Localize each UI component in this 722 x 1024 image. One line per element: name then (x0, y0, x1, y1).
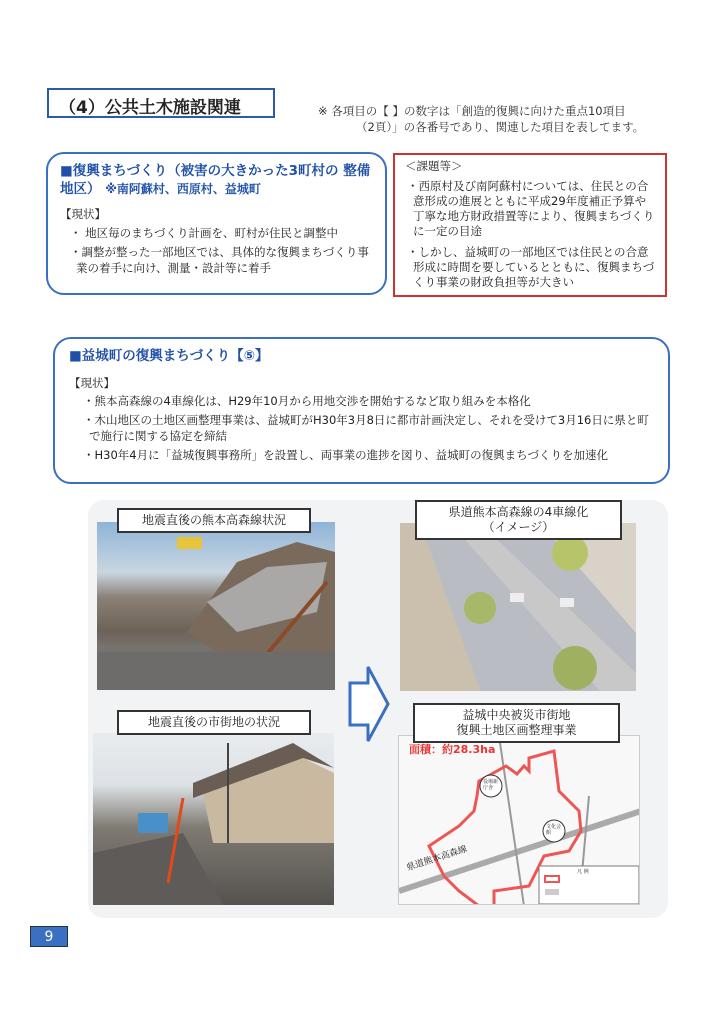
caption-line: 県道熊本高森線の4車線化 (448, 505, 589, 519)
map-legend-title: 凡 例 (577, 869, 589, 875)
rendering-illustration (400, 523, 636, 691)
box-heading: ■復興まちづくり（被害の大きかった3町村の 整備地区） ※南阿蘇村、西原村、益城町 (60, 163, 371, 197)
list-item: ・西原村及び南阿蘇村については、住民との合意形成の進展とともに平成29年度補正予算や丁寧な地方財政措置等により、復興まちづくりに一定の目途 (407, 179, 655, 238)
list-item: ・ 地区毎のまちづくり計画を、町村が住民と調整中 (70, 226, 339, 240)
issues-heading: ＜課題等＞ (405, 159, 463, 173)
mashiki-reconstruction-box (53, 337, 670, 484)
note-line: ※ 各項目の【 】の数字は「創造的復興に向けた重点10項目 (318, 104, 626, 118)
photo-illustration (97, 522, 335, 690)
list-item: ・木山地区の土地区画整理事業は、益城町がH30年3月8日に都市計画決定し、それを受けて3月16日に県と町で施行に関する協定を締結 (83, 413, 649, 443)
reconstruction-summary-box (46, 152, 387, 295)
section-title: （4）公共土木施設関連 (47, 88, 275, 118)
photo-illustration (93, 733, 334, 905)
earthquake-town-photo (93, 733, 334, 905)
caption-line: 復興土地区画整理事業 (456, 723, 577, 737)
list-item: ・H30年4月に「益城復興事務所」を設置し、両事業の進捗を図り、益城町の復興まちづくりを加速化 (83, 448, 608, 462)
earthquake-road-photo (97, 522, 335, 690)
caption-line: （イメージ） (482, 520, 555, 534)
map-area-label: 面積：約28.3ha (409, 743, 496, 756)
caption-line: 益城中央被災市街地 (462, 708, 571, 722)
list-item: ・しかし、益城町の一部地区では住民との合意形成に時間を要しているとともに、復興まちづくり事業の財政負担等が大きい (407, 245, 655, 289)
map-illustration (399, 736, 640, 905)
note-line: （2頁）」の各番号であり、関連した項目を表してます。 (356, 120, 645, 134)
issues-box (393, 153, 667, 297)
page-number: 9 (30, 926, 68, 947)
photo-caption: 地震直後の熊本高森線状況 (117, 508, 311, 533)
list-item: ・熊本高森線の4車線化は、H29年10月から用地交渉を開始するなど取り組みを本格化 (83, 394, 531, 408)
four-lane-road-rendering (400, 523, 636, 691)
map-road-label: 県道熊本高森線 (405, 844, 469, 874)
land-readjustment-map (398, 735, 640, 905)
map-marker-label: 役場新庁舎 (483, 779, 499, 791)
status-label: 【現状】 (60, 207, 106, 221)
reference-note (318, 103, 668, 135)
box-heading: ■益城町の復興まちづくり【⑤】 (69, 348, 269, 364)
map-marker-label: 文化会館 (546, 824, 562, 836)
photo-caption: 地震直後の市街地の状況 (117, 710, 311, 735)
list-item: ・調整が整った一部地区では、具体的な復興まちづくり事業の着手に向け、測量・設計等に着手 (70, 245, 369, 275)
photo-caption (413, 703, 620, 743)
photo-caption (415, 500, 622, 540)
arrow-right-icon (348, 665, 390, 743)
status-label: 【現状】 (69, 376, 115, 390)
